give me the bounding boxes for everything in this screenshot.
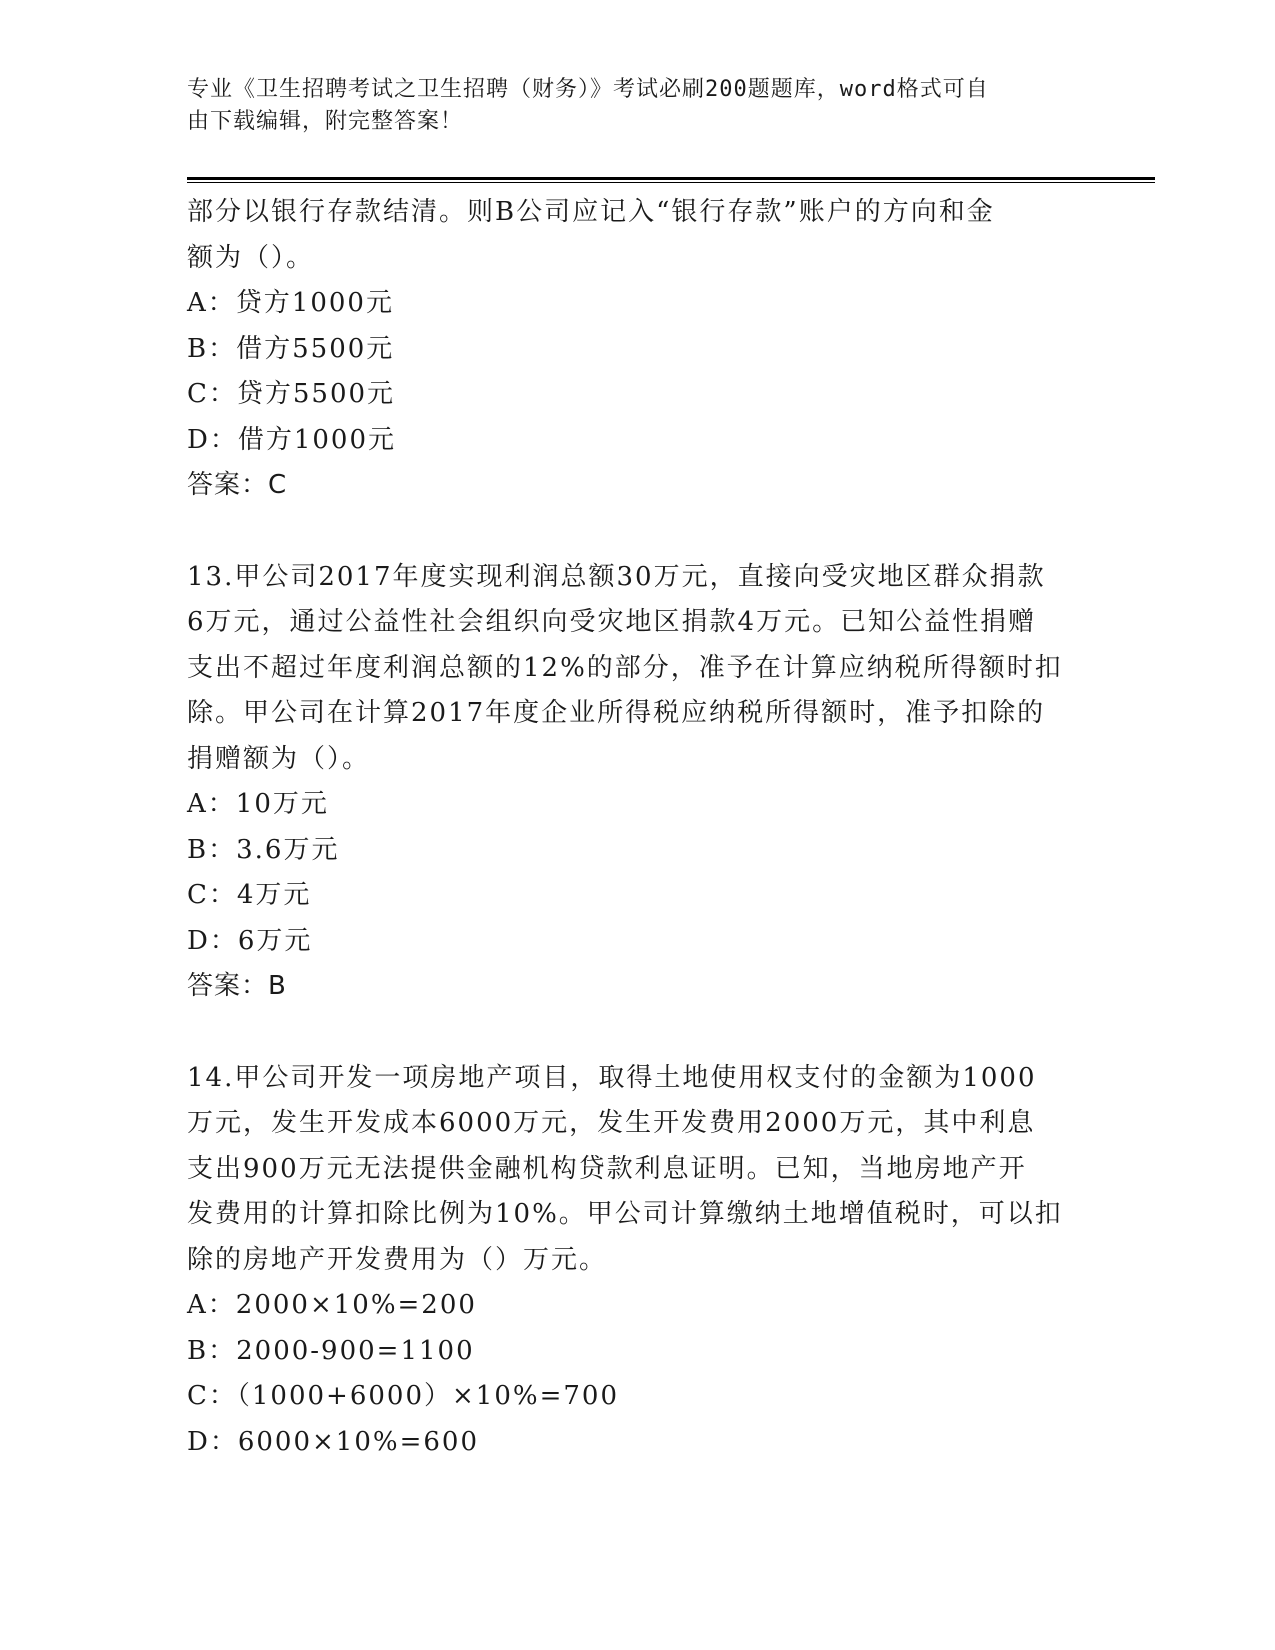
option-c: C：（1000+6000）×10%=700 — [187, 1381, 620, 1411]
question-text-line: 部分以银行存款结清。则B公司应记入“银行存款”账户的方向和金 — [187, 197, 995, 227]
question-12 — [187, 190, 1077, 509]
answer: 答案：B — [187, 971, 287, 1001]
question-text-line: 支出不超过年度利润总额的12%的部分，准予在计算应纳税所得额时扣 — [187, 652, 1063, 683]
option-b: B：3.6万元 — [187, 834, 340, 865]
question-text-line: 额为（）。 — [187, 242, 315, 273]
question-text-line: 发费用的计算扣除比例为10%。甲公司计算缴纳土地增值税时，可以扣 — [187, 1199, 1063, 1229]
option-b: B：2000-900=1100 — [187, 1335, 475, 1366]
option-c: C：贷方5500元 — [187, 379, 396, 409]
header-line-1: 专业《卫生招聘考试之卫生招聘（财务）》考试必刷200题题库，word格式可自 — [187, 77, 989, 102]
header-divider-thick — [187, 177, 1155, 180]
question-14 — [187, 1056, 1077, 1466]
question-13 — [187, 555, 1077, 1010]
question-text-line: 14.甲公司开发一项房地产项目，取得土地使用权支付的金额为1000 — [187, 1062, 1037, 1093]
document-header — [187, 74, 1067, 138]
header-line-2: 由下载编辑，附完整答案！ — [187, 109, 464, 134]
question-text-line: 除。甲公司在计算2017年度企业所得税应纳税所得额时，准予扣除的 — [187, 698, 1046, 728]
answer: 答案：C — [187, 470, 288, 500]
question-text-line: 万元，发生开发成本6000万元，发生开发费用2000万元，其中利息 — [187, 1108, 1036, 1138]
spacer — [187, 509, 1077, 555]
header-divider-thin — [187, 182, 1155, 183]
option-d: D：6000×10%=600 — [187, 1426, 479, 1457]
option-d: D：6万元 — [187, 925, 313, 956]
question-text-line: 支出900万元无法提供金融机构贷款利息证明。已知，当地房地产开 — [187, 1153, 1027, 1184]
option-a: A：贷方1000元 — [187, 288, 394, 318]
question-text-line: 捐赠额为（）。 — [187, 743, 371, 774]
question-text-line: 除的房地产开发费用为（）万元。 — [187, 1244, 608, 1275]
spacer — [187, 1010, 1077, 1056]
option-d: D：借方1000元 — [187, 424, 397, 455]
question-text-line: 6万元，通过公益性社会组织向受灾地区捐款4万元。已知公益性捐赠 — [187, 607, 1037, 637]
option-c: C：4万元 — [187, 880, 312, 910]
question-content — [187, 190, 1077, 1465]
question-text-line: 13.甲公司2017年度实现利润总额30万元，直接向受灾地区群众捐款 — [187, 561, 1046, 592]
option-a: A：10万元 — [187, 789, 329, 819]
option-b: B：借方5500元 — [187, 333, 395, 364]
option-a: A：2000×10%=200 — [187, 1290, 477, 1320]
